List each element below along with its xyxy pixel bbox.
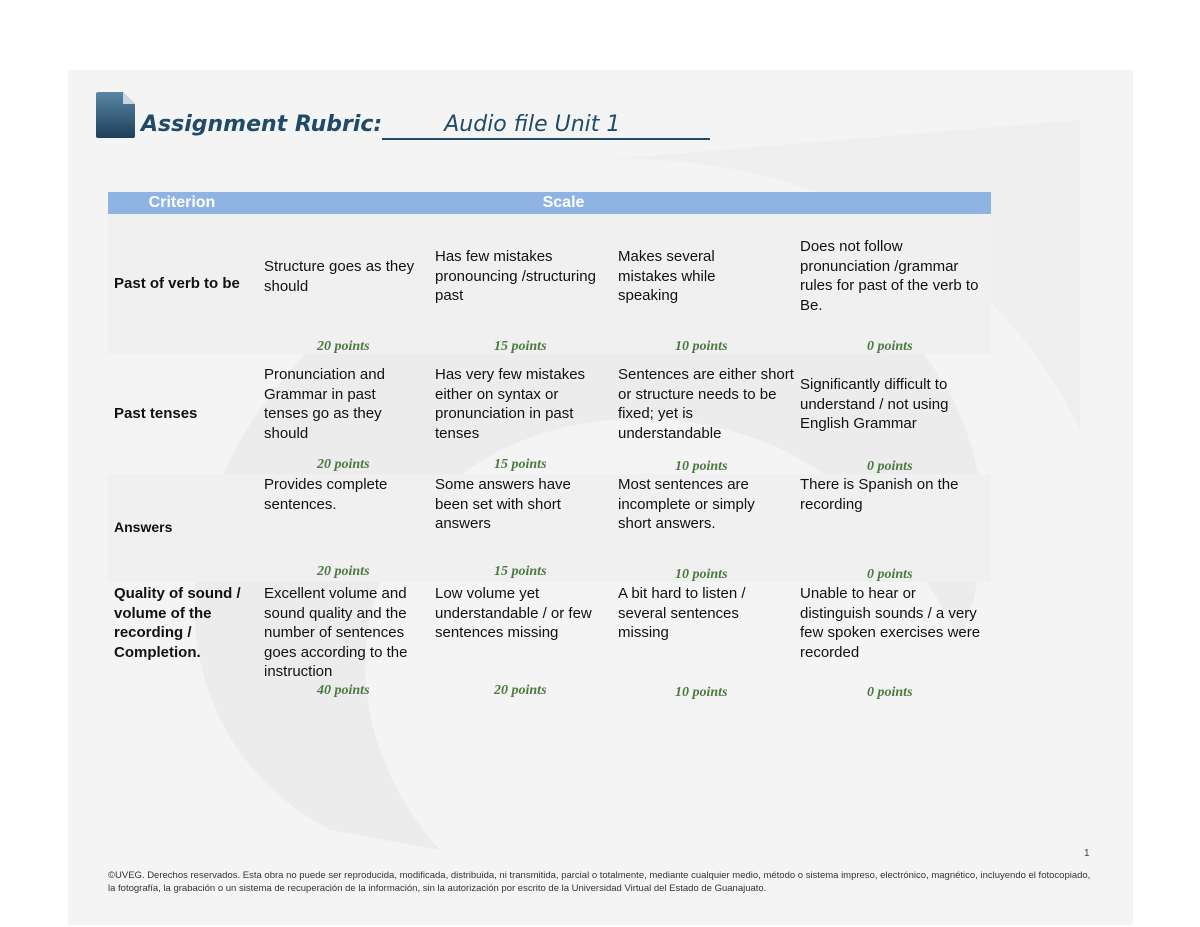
points-label: 20 points (317, 564, 370, 579)
scale-description: Sentences are either short or structure needs to be fixed; yet is understandable (618, 366, 794, 442)
scale-description: Structure goes as they should (264, 258, 415, 295)
scale-description: Most sentences are incomplete or simply short answers. (618, 476, 755, 532)
scale-description: A bit hard to listen / several sentences missing (618, 585, 746, 641)
scale-cell (800, 354, 991, 474)
scale-cell (618, 354, 800, 474)
scale-cell (435, 354, 618, 474)
scale-description: Does not follow pronunciation /grammar rules for past of the verb to Be. (800, 238, 979, 314)
title-value: Audio file Unit 1 (382, 112, 710, 140)
points-label: 0 points (867, 567, 913, 582)
scale-description: Makes several mistakes while speaking (618, 248, 716, 304)
points-label: 40 points (317, 683, 370, 698)
criterion-cell: Past tenses (114, 405, 198, 423)
scale-description: Low volume yet understandable / or few sentences missing (435, 585, 592, 641)
scale-cell (800, 214, 991, 354)
header-scale: Scale (542, 194, 585, 211)
scale-description: Unable to hear or distinguish sounds / a very few spoken exercises were recorded (800, 585, 981, 661)
table-row (108, 582, 991, 707)
scale-description: Some answers have been set with short answers (435, 476, 571, 532)
scale-description: Provides complete sentences. (264, 476, 388, 513)
scale-cell (264, 474, 435, 582)
scale-cell (264, 354, 435, 474)
document-icon (95, 90, 137, 140)
scale-description: Has very few mistakes either on syntax or pronunciation in past tenses (435, 366, 586, 442)
scale-description: Excellent volume and sound quality and the number of sentences goes according to the instruction (264, 585, 408, 680)
scale-cell (435, 582, 618, 707)
scale-description: There is Spanish on the recording (800, 476, 959, 513)
criterion-cell: Quality of sound / volume of the recording / Completion. (114, 585, 241, 661)
scale-cell (435, 214, 618, 354)
points-label: 0 points (867, 339, 913, 354)
scale-description: Pronunciation and Grammar in past tenses go as they should (264, 366, 385, 442)
page-number: 1 (1084, 848, 1090, 859)
points-label: 10 points (675, 339, 728, 354)
points-label: 10 points (675, 685, 728, 700)
scale-description: Has few mistakes pronouncing /structuring past (435, 248, 596, 304)
criterion-cell: Answers (114, 519, 173, 536)
table-header (108, 192, 991, 214)
scale-cell (435, 474, 618, 582)
rubric-table (108, 192, 991, 707)
table-row (108, 214, 991, 354)
assignment-title (141, 112, 710, 140)
points-label: 0 points (867, 459, 913, 474)
points-label: 15 points (494, 339, 547, 354)
points-label: 15 points (494, 564, 547, 579)
copyright-footer: ©UVEG. Derechos reservados. Esta obra no puede ser reproducida, modificada, distribuida, ni transmitida, parcial o totalmente, mediante cualquier medio, método o sistema impreso, electrónico, magnético, incluyendo el fotocopiado, la fotografía, la grabación o un sistema de recuperación de la información, sin la autorización por escrito de la Universidad Virtual del Estado de Guanajuato. (108, 870, 1091, 894)
scale-cell (800, 474, 991, 582)
scale-cell (618, 582, 800, 707)
scale-cell (264, 214, 435, 354)
points-label: 20 points (317, 339, 370, 354)
points-label: 10 points (675, 567, 728, 582)
scale-cell (800, 582, 991, 707)
scale-cell (264, 582, 435, 707)
table-row (108, 474, 991, 582)
points-label: 20 points (494, 683, 547, 698)
title-label: Assignment Rubric: (141, 112, 383, 137)
scale-description: Significantly difficult to understand / not using English Grammar (800, 376, 949, 432)
scale-cell (618, 474, 800, 582)
points-label: 0 points (867, 685, 913, 700)
table-row (108, 354, 991, 474)
points-label: 20 points (317, 457, 370, 472)
points-label: 15 points (494, 457, 547, 472)
scale-cell (618, 214, 800, 354)
points-label: 10 points (675, 459, 728, 474)
header-criterion: Criterion (148, 194, 216, 211)
criterion-cell: Past of verb to be (114, 275, 240, 293)
